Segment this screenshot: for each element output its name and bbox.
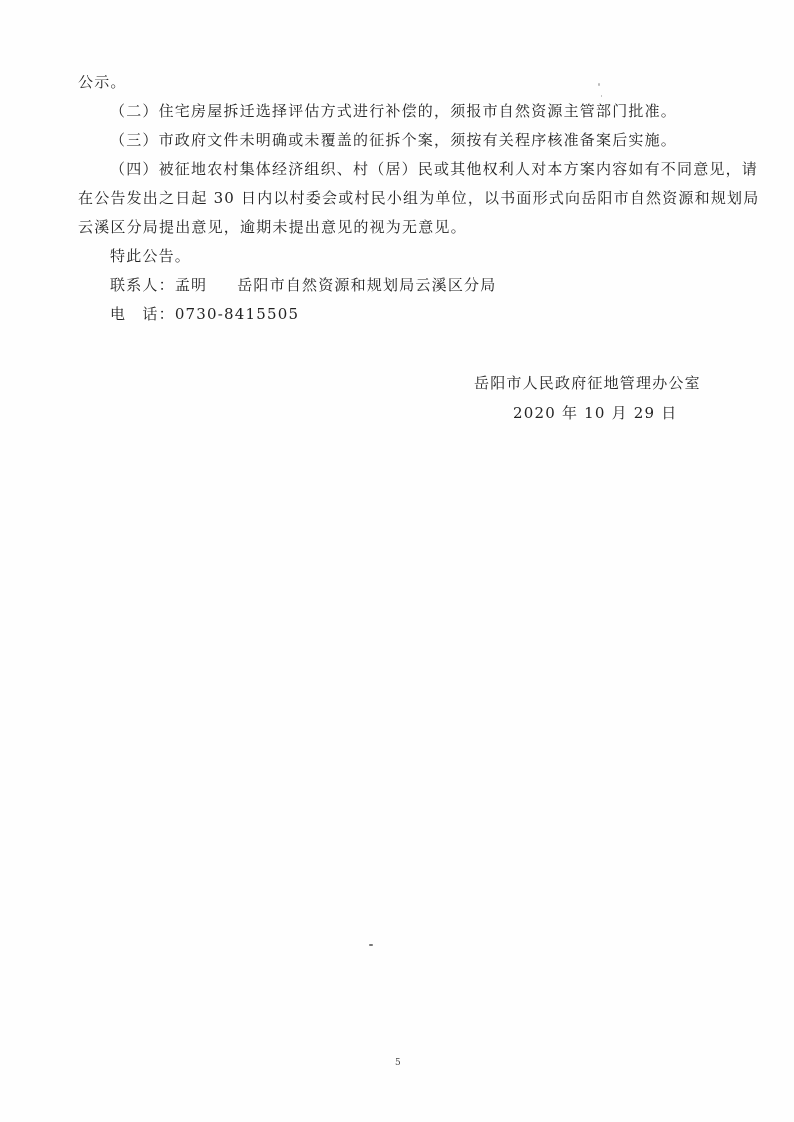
paragraph-item-2: （二）住宅房屋拆迁选择评估方式进行补偿的，须报市自然资源主管部门批准。 [110, 102, 678, 120]
paragraph-item-4-line-2: 在公告发出之日起 30 日内以村委会或村民小组为单位，以书面形式向岳阳市自然资源和规划局 [78, 189, 760, 207]
contact-org: 岳阳市自然资源和规划局云溪区分局 [237, 276, 497, 294]
paragraph-item-3: （三）市政府文件未明确或未覆盖的征拆个案，须按有关程序核准备案后实施。 [110, 131, 678, 149]
contact-label: 联系人： [110, 276, 175, 294]
phone-number: 0730-8415505 [174, 305, 300, 323]
scan-speck [601, 95, 602, 97]
closing-statement: 特此公告。 [110, 247, 192, 265]
issue-date: 2020 年 10 月 29 日 [513, 404, 678, 422]
contact-line [110, 275, 496, 295]
paragraph-item-4-line-1: （四）被征地农村集体经济组织、村（居）民或其他权利人对本方案内容如有不同意见，请 [110, 160, 759, 178]
paragraph-item-4-line-3: 云溪区分局提出意见，逾期未提出意见的视为无意见。 [78, 218, 467, 236]
paragraph-continuation: 公示。 [78, 73, 127, 91]
contact-name: 孟明 [174, 276, 208, 294]
phone-line [110, 304, 299, 324]
issuer-name: 岳阳市人民政府征地管理办公室 [474, 374, 701, 392]
page-number: 5 [395, 1058, 401, 1068]
phone-label: 电 话： [110, 305, 175, 323]
scan-speck [598, 83, 600, 86]
scan-speck [369, 944, 373, 946]
